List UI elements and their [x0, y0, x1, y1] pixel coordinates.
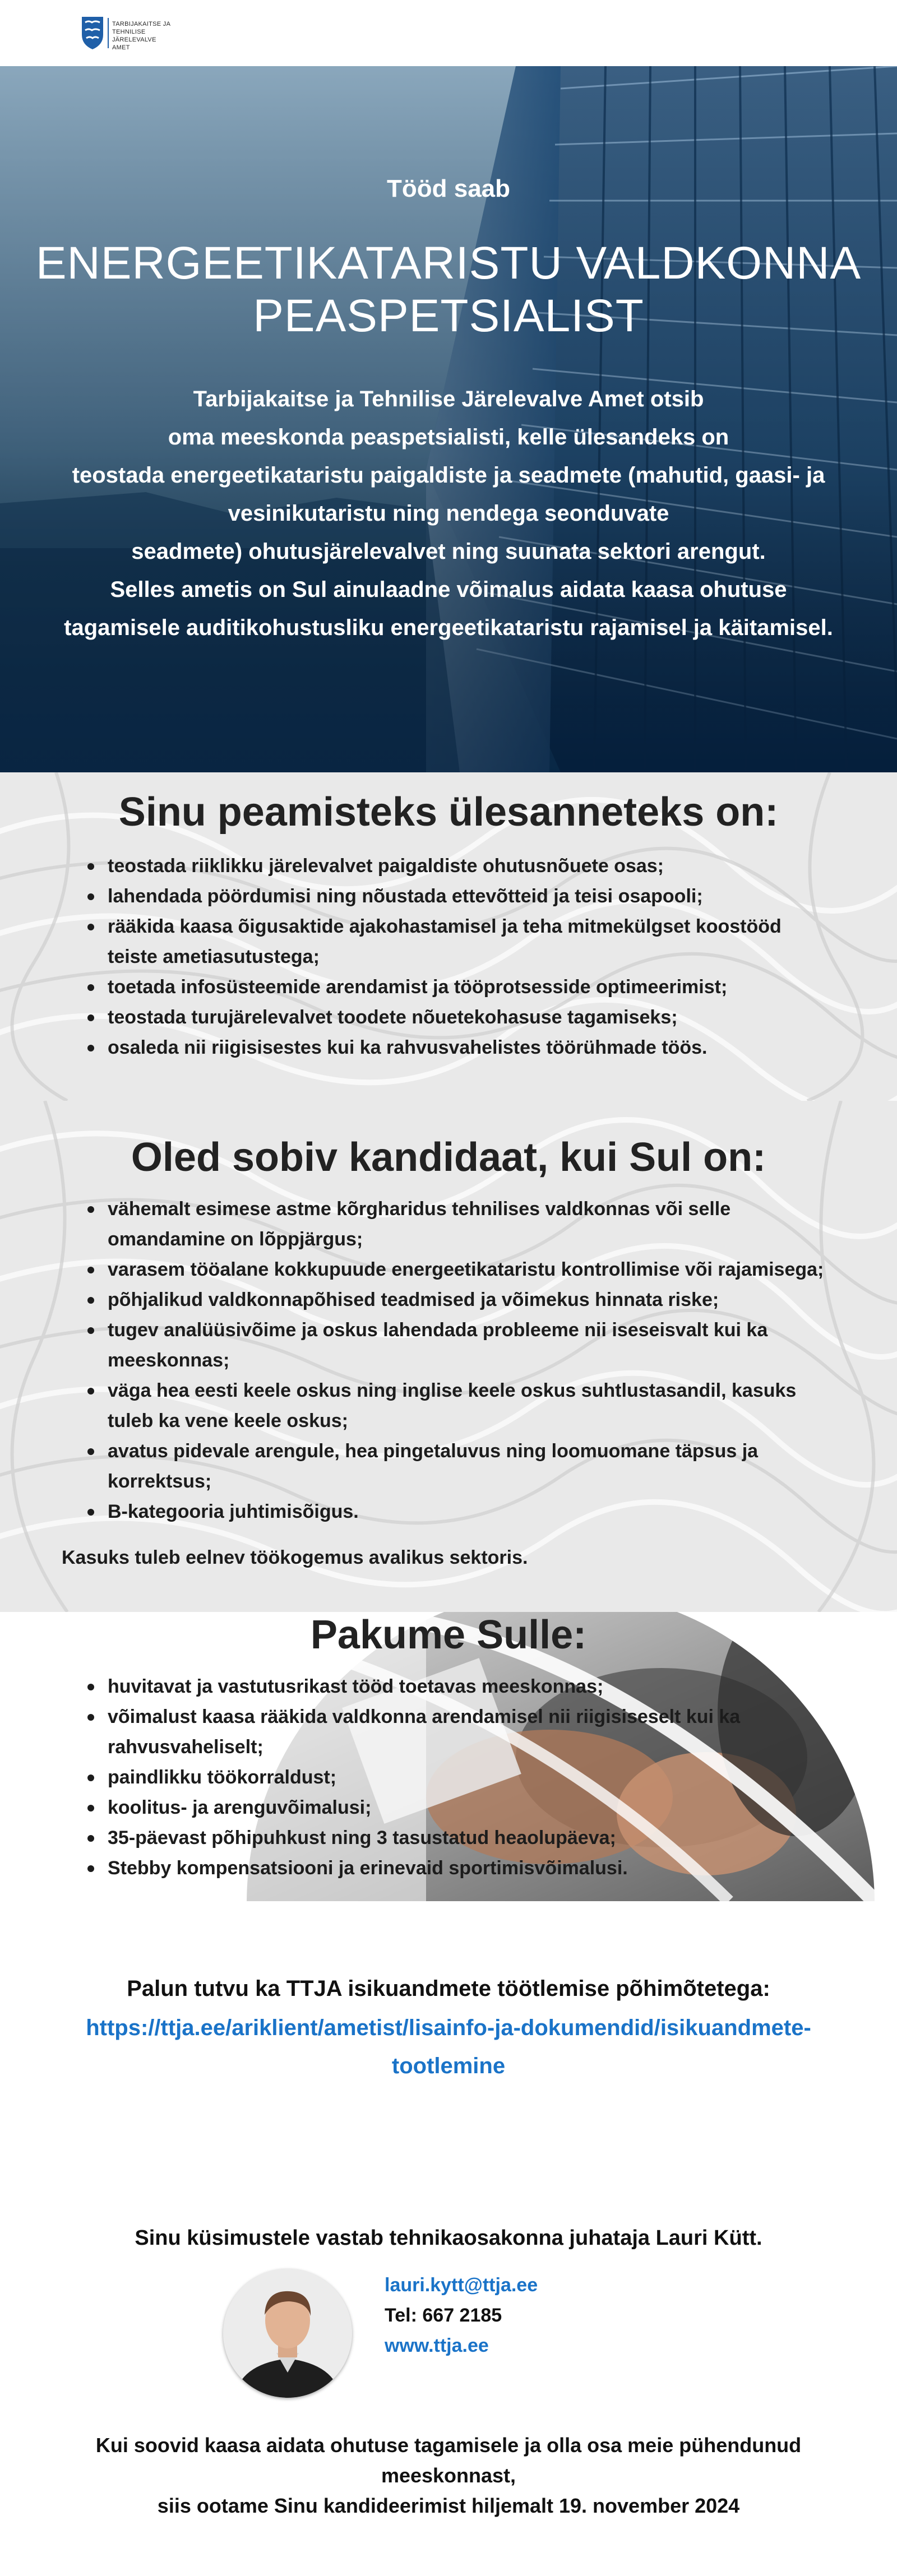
list-item: varasem tööalane kokkupuude energeetikataristu kontrollimise või rajamisega;	[84, 1254, 835, 1285]
offer-list	[84, 1671, 835, 1883]
list-item: vähemalt esimese astme kõrgharidus tehnilises valdkonnas või selle omandamine on lõppjärgus;	[84, 1194, 835, 1254]
list-item: osaleda nii riigisisestes kui ka rahvusvahelistes töörühmade töös.	[84, 1032, 835, 1063]
logo-divider	[108, 18, 109, 48]
list-item: põhjalikud valdkonnapõhised teadmised ja võimekus hinnata riske;	[84, 1285, 835, 1315]
list-item: Stebby kompensatsiooni ja erinevaid sportimisvõimalusi.	[84, 1853, 835, 1883]
avatar	[223, 2269, 352, 2398]
privacy-title: Palun tutvu ka TTJA isikuandmete töötlemise põhimõtetega:	[127, 1976, 770, 2001]
contact-intro: Sinu küsimustele vastab tehnikaosakonna juhataja Lauri Kütt.	[135, 2226, 762, 2250]
contact-person-photo	[223, 2269, 352, 2398]
hero-banner	[0, 66, 897, 772]
job-title: ENERGEETIKATARISTU VALDKONNA PEASPETSIALIST	[35, 238, 862, 341]
list-item: paindlikku töökorraldust;	[84, 1762, 835, 1792]
website-link[interactable]: www.ttja.ee	[385, 2335, 489, 2356]
contact-info	[385, 2270, 538, 2361]
list-item: toetada infosüsteemide arendamist ja tööprotsesside optimeerimist;	[84, 972, 835, 1002]
contact-phone: Tel: 667 2185	[385, 2305, 502, 2326]
candidate-note: Kasuks tuleb eelnev töökogemus avalikus sektoris.	[62, 1547, 528, 1568]
candidate-list	[84, 1194, 835, 1527]
tasks-list	[84, 851, 835, 1063]
list-item: rääkida kaasa õigusaktide ajakohastamisel ja teha mitmekülgset koostööd teiste ametiasutustega;	[84, 911, 835, 972]
ttja-logo[interactable]	[81, 16, 182, 50]
list-item: lahendada pöördumisi ning nõustada ettevõtteid ja teisi osapooli;	[84, 881, 835, 911]
list-item: koolitus- ja arenguvõimalusi;	[84, 1792, 835, 1823]
offer-title: Pakume Sulle:	[310, 1613, 587, 1657]
hero-eyebrow: Tööd saab	[386, 175, 511, 202]
tasks-title: Sinu peamisteks ülesanneteks on:	[118, 790, 779, 835]
candidate-title: Oled sobiv kandidaat, kui Sul on:	[131, 1135, 766, 1180]
logo-text: TARBIJAKAITSE JA TEHNILISE JÄRELEVALVE AMET	[112, 21, 171, 51]
list-item: võimalust kaasa rääkida valdkonna arendamisel nii riigisiseselt kui ka rahvusvaheliselt;	[84, 1702, 835, 1762]
closing-text: Kui soovid kaasa aidata ohutuse tagamisele ja olla osa meie pühendunud meeskonnast, siis ootame Sinu kandideerimist hiljemalt 19. november 2024	[95, 2434, 802, 2517]
list-item: avatus pidevale arengule, hea pingetaluvus ning loomuomane täpsus ja korrektsus;	[84, 1436, 835, 1497]
list-item: väga hea eesti keele oskus ning inglise keele oskus suhtlustasandil, kasuks tuleb ka vene keele oskus;	[84, 1375, 835, 1436]
job-intro: Tarbijakaitse ja Tehnilise Järelevalve Amet otsib oma meeskonda peaspetsialisti, kelle ülesandeks on teostada energeetikataristu paigaldiste ja seadmete (mahutid, gaasi- ja vesinikutaristu ning nendega seonduvate seadmete) ohutusjärelevalvet ning suunata sektori arengut. Selles ametis on Sul ainulaadne võimalus aidata kaasa ohutuse tagamisele auditikohustusliku energeetikataristu rajamisel ja käitamisel.	[64, 387, 833, 640]
list-item: huvitavat ja vastutusrikast tööd toetavas meeskonnas;	[84, 1671, 835, 1702]
list-item: 35-päevast põhipuhkust ning 3 tasustatud heaolupäeva;	[84, 1823, 835, 1853]
list-item: teostada riiklikku järelevalvet paigaldiste ohutusnõuete osas;	[84, 851, 835, 881]
privacy-policy-link[interactable]: https://ttja.ee/ariklient/ametist/lisainfo-ja-dokumendid/isikuandmete- tootlemine	[86, 2016, 811, 2078]
list-item: teostada turujärelevalvet toodete nõuetekohasuse tagamiseks;	[84, 1002, 835, 1032]
contact-email-link[interactable]: lauri.kytt@ttja.ee	[385, 2274, 538, 2296]
page-header	[0, 0, 897, 66]
coat-of-arms-icon	[81, 16, 104, 50]
list-item: B-kategooria juhtimisõigus.	[84, 1497, 835, 1527]
list-item: tugev analüüsivõime ja oskus lahendada probleeme nii iseseisvalt kui ka meeskonnas;	[84, 1315, 835, 1375]
